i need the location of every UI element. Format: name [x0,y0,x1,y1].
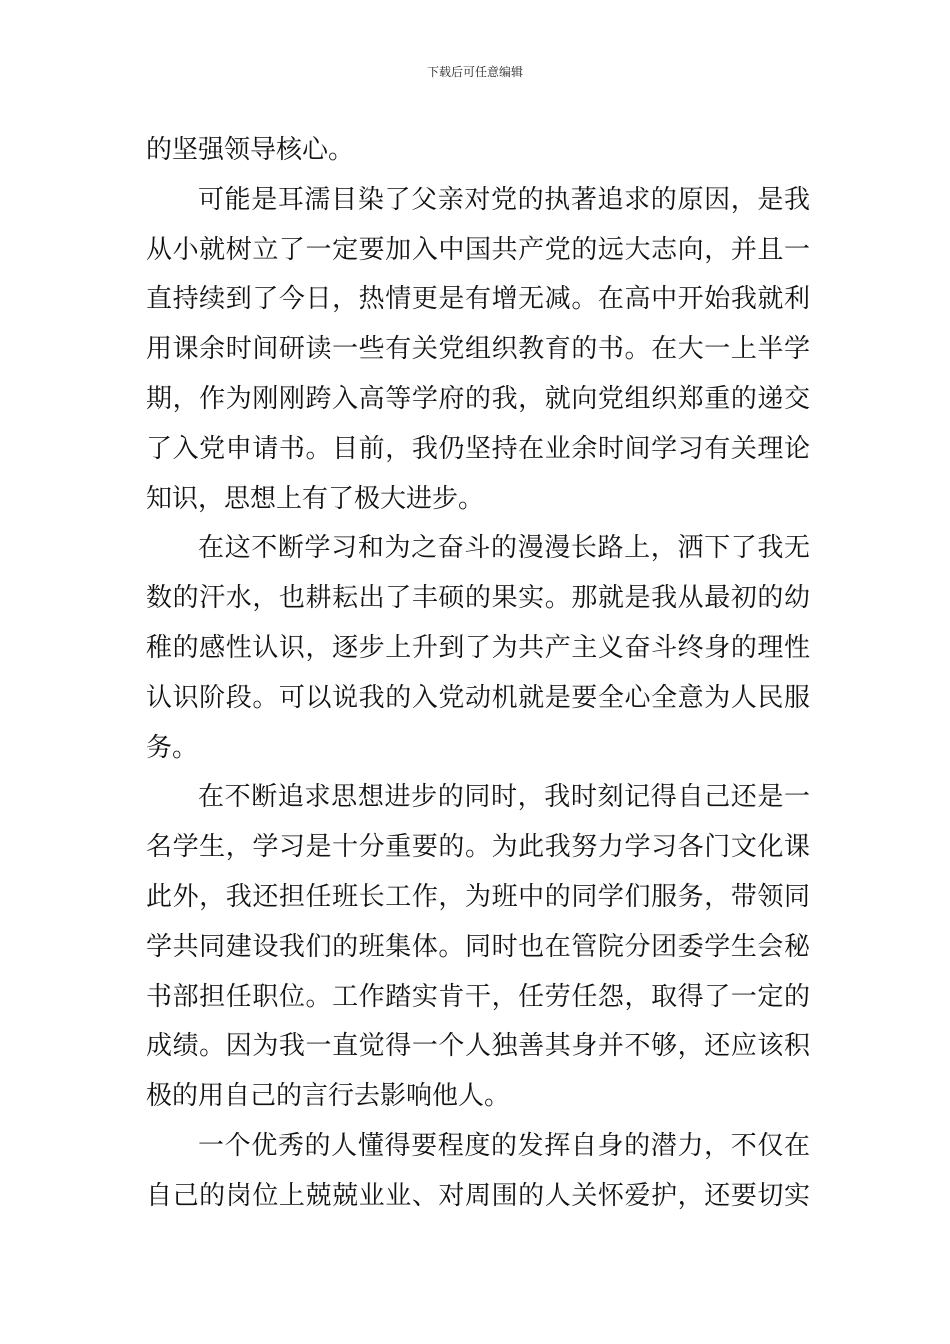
text-line: 在这不断学习和为之奋斗的漫漫长路上，洒下了我无 [198,533,810,564]
document-body [146,126,810,1222]
page-header: 下载后可任意编辑 [426,65,523,79]
paragraph [146,126,810,176]
text-line: 名学生，学习是十分重要的。为此我努力学习各门文化课 [146,832,810,863]
paragraph [146,524,810,773]
text-line: 自己的岗位上兢兢业业、对周围的人关怀爱护，还要切实 [146,1180,810,1211]
text-line: 的坚强领导核心。 [146,135,355,165]
text-line: 用课余时间研读一些有关党组织教育的书。在大一上半学 [146,334,810,365]
text-line: 务。 [146,732,199,763]
text-line: 从小就树立了一定要加入中国共产党的远大志向，并且一 [146,234,810,265]
text-line: 了入党申请书。目前，我仍坚持在业余时间学习有关理论 [146,433,810,464]
text-line: 期，作为刚刚跨入高等学府的我，就向党组织郑重的递交 [146,383,810,414]
text-line: 成绩。因为我一直觉得一个人独善其身并不够，还应该积 [146,1031,810,1062]
text-line: 知识，思想上有了极大进步。 [146,483,485,514]
text-line: 书部担任职位。工作踏实肯干，任劳任怨，取得了一定的 [146,981,810,1012]
paragraph [146,176,810,525]
text-line: 此外，我还担任班长工作，为班中的同学们服务，带领同 [146,881,810,912]
text-line: 在不断追求思想进步的同时，我时刻记得自己还是一 [198,782,810,813]
text-line: 认识阶段。可以说我的入党动机就是要全心全意为人民服 [146,682,810,713]
text-line: 学共同建设我们的班集体。同时也在管院分团委学生会秘 [146,931,810,962]
text-line: 极的用自己的言行去影响他人。 [146,1081,511,1112]
text-line: 数的汗水，也耕耘出了丰硕的果实。那就是我从最初的幼 [146,583,810,614]
text-line: 稚的感性认识，逐步上升到了为共产主义奋斗终身的理性 [146,632,810,663]
paragraph [146,1122,810,1222]
text-line: 可能是耳濡目染了父亲对党的执著追求的原因，是我 [198,184,810,215]
paragraph [146,773,810,1122]
text-line: 直持续到了今日，热情更是有增无减。在高中开始我就利 [146,284,810,315]
text-line: 一个优秀的人懂得要程度的发挥自身的潜力，不仅在 [198,1130,810,1161]
